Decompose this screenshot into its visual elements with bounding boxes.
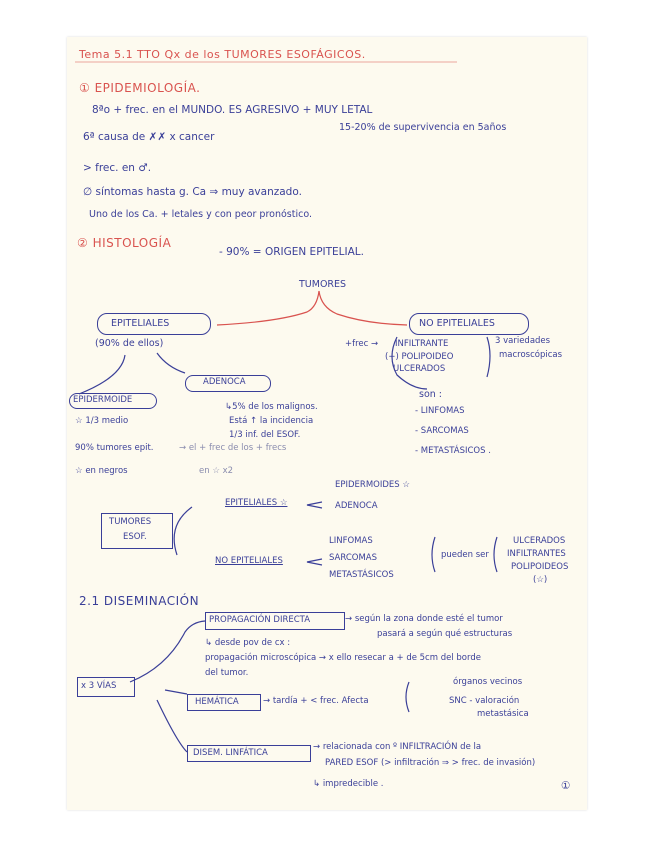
tumores-label: TUMORES: [299, 279, 347, 290]
adenoca-note-1: ↳5% de los malignos.: [225, 402, 318, 412]
linfatica-sub: ↳ impredecible .: [313, 779, 384, 789]
form-star: (☆): [533, 575, 548, 585]
tipo-polipoideo: (+) POLIPOIDEO: [385, 352, 454, 362]
son-linfomas: - LINFOMAS: [415, 406, 465, 416]
epidermoide-arrow-note-2: en ☆ x2: [199, 466, 234, 476]
form-ulcerados: ULCERADOS: [513, 536, 566, 546]
connector-lines: [67, 37, 587, 810]
linfatica-label: DISEM. LINFÁTICA: [193, 748, 268, 758]
adenoca-label: ADENOCA: [203, 377, 246, 387]
notes-page: [67, 37, 587, 810]
hematica-text: → tardía + < frec. Afecta: [263, 696, 369, 706]
summary-epidermoides: EPIDERMOIDES ☆: [335, 480, 410, 490]
propagacion-sub-2: propagación microscópica → x ello resecar a + de 5cm del borde: [205, 653, 481, 663]
page-number: ①: [561, 780, 571, 792]
hematica-label: HEMÁTICA: [195, 697, 239, 707]
epi-line-3: > frec. en ♂.: [83, 162, 152, 174]
section-histologia-heading: ② HISTOLOGÍA: [77, 236, 172, 250]
epiteliales-label: EPITELIALES: [111, 318, 170, 329]
tumores-esof-line-2: ESOF.: [123, 532, 147, 542]
summary-linfomas: LINFOMAS: [329, 536, 373, 546]
adenoca-note-3: 1/3 inf. del ESOF.: [229, 430, 301, 440]
no-epiteliales-label: NO EPITELIALES: [419, 318, 495, 329]
summary-sarcomas: SARCOMAS: [329, 553, 378, 563]
epidermoide-label: EPIDERMOIDE: [73, 395, 133, 405]
propagacion-sub-3: del tumor.: [205, 668, 249, 678]
summary-epiteliales: EPITELIALES ☆: [225, 498, 288, 508]
variedades-line-2: macroscópicas: [499, 350, 563, 360]
son-label: son :: [419, 389, 443, 400]
propagacion-label: PROPAGACIÓN DIRECTA: [209, 615, 311, 625]
epidermoide-note-2: 90% tumores epit.: [75, 443, 154, 453]
epidermoide-arrow-note: → el + frec de los + frecs: [179, 443, 287, 453]
epi-line-4: ∅ síntomas hasta g. Ca ⇒ muy avanzado.: [83, 186, 302, 198]
epi-line-1: 8ªo + frec. en el MUNDO. ES AGRESIVO + MUY LETAL: [92, 104, 373, 116]
summary-no-epiteliales: NO EPITELIALES: [215, 556, 283, 566]
epiteliales-pct: (90% de ellos): [95, 338, 164, 349]
tipo-infiltrante: INFILTRANTE: [395, 339, 449, 349]
adenoca-note-2: Está ↑ la incidencia: [229, 416, 314, 426]
linfatica-text-1: → relacionada con º INFILTRACIÓN de la: [313, 742, 482, 752]
epidermoide-note-1: ☆ 1/3 medio: [75, 416, 129, 426]
epidermoide-note-3: ☆ en negros: [75, 466, 128, 476]
propagacion-text-2: pasará a según qué estructuras: [377, 629, 513, 639]
propagacion-text-1: → según la zona donde esté el tumor: [345, 614, 503, 624]
epi-line-2: 6ª causa de ✗✗ x cancer: [83, 131, 215, 143]
vias-label: x 3 VÍAS: [81, 681, 117, 691]
pueden-ser-label: pueden ser: [441, 550, 489, 560]
summary-adenoca: ADENOCA: [335, 501, 378, 511]
hematica-target-3: metastásica: [477, 709, 529, 719]
hematica-target-2: SNC - valoración: [449, 696, 520, 706]
epi-line-5: Uno de los Ca. + letales y con peor pronóstico.: [89, 209, 312, 220]
son-sarcomas: - SARCOMAS: [415, 426, 469, 436]
section-epidemiologia-heading: ① EPIDEMIOLOGÍA.: [79, 81, 201, 95]
linfatica-text-2: PARED ESOF (> infiltración ⇒ > frec. de invasión): [325, 758, 536, 768]
summary-metastasicos: METASTÁSICOS: [329, 570, 394, 580]
form-polipoideos: POLIPOIDEOS: [511, 562, 569, 572]
propagacion-sub-1: ↳ desde pov de cx :: [205, 638, 291, 648]
hematica-target-1: órganos vecinos: [453, 677, 523, 687]
variedades-line-1: 3 variedades: [495, 336, 551, 346]
form-infiltrantes: INFILTRANTES: [507, 549, 566, 559]
page-title: Tema 5.1 TTO Qx de los TUMORES ESOFÁGICOS.: [79, 48, 366, 61]
histologia-origin: - 90% = ORIGEN EPITELIAL.: [219, 246, 364, 258]
tumores-esof-line-1: TUMORES: [109, 517, 152, 527]
son-metastasicos: - METASTÁSICOS .: [415, 446, 491, 456]
tipo-ulcerados: ULCERADOS: [393, 364, 446, 374]
plus-frec-label: +frec →: [345, 339, 379, 349]
section-diseminacion-heading: 2.1 DISEMINACIÓN: [79, 594, 200, 608]
epi-survival: 15-20% de supervivencia en 5años: [339, 122, 507, 133]
